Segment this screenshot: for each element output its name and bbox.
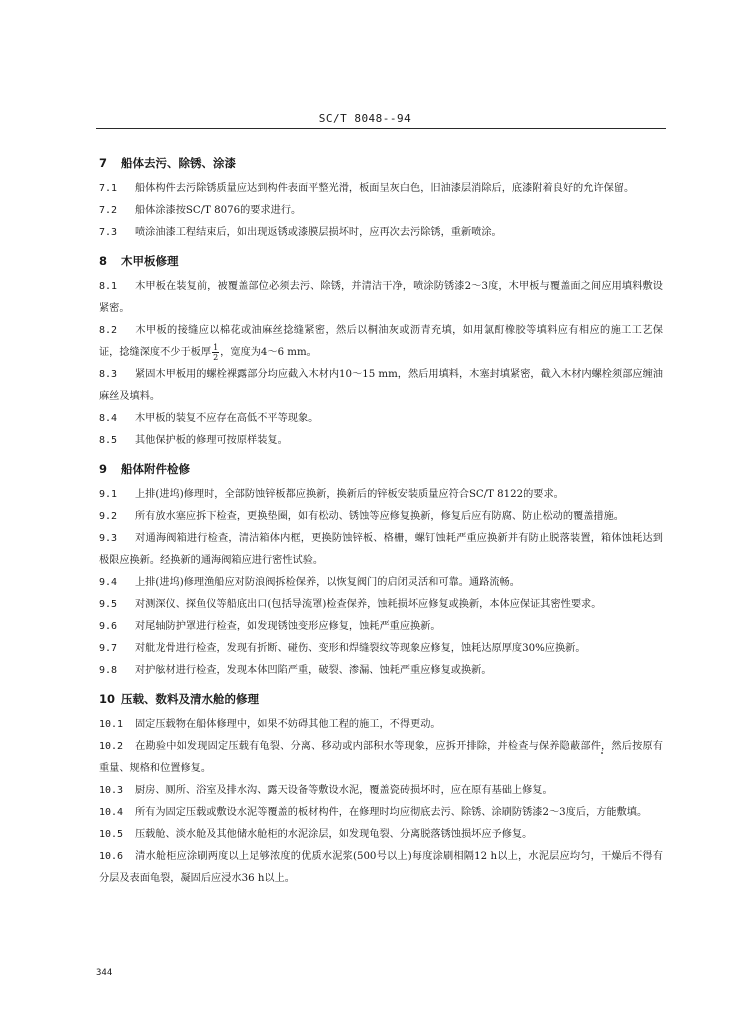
clause-text: 对尾轴防护罩进行检查，如发现锈蚀变形应修复，蚀耗严重应换新。 xyxy=(135,621,441,632)
clause-text: 在勘验中如发现固定压载有龟裂、分离、移动或内部积水等现象，应拆开排除，并检查与保养隐蔽部件，然后按原有重量、规格和位置修复。 xyxy=(99,741,663,774)
section-number: 8 xyxy=(99,254,108,268)
section-title: 木甲板修理 xyxy=(121,254,179,268)
clause-number: 10.1 xyxy=(99,719,124,730)
clause xyxy=(99,408,663,430)
clause-number: 7.3 xyxy=(99,227,118,238)
clause xyxy=(99,320,663,364)
page-number: 344 xyxy=(96,968,113,978)
clause-text: 船体涂漆按SC/T 8076的要求进行。 xyxy=(135,205,302,216)
header-rule xyxy=(96,128,666,129)
clause xyxy=(99,824,663,846)
clause-number: 9.6 xyxy=(99,621,118,632)
clause-text: 固定压载物在船体修理中，如果不妨碍其他工程的施工，不得更动。 xyxy=(135,719,441,730)
clause-number: 8.1 xyxy=(99,281,118,292)
standard-code-header: SC/T 8048--94 xyxy=(318,112,412,125)
clause xyxy=(99,484,663,506)
section-heading xyxy=(99,458,663,480)
clause-number: 9.2 xyxy=(99,511,118,522)
section-number: 9 xyxy=(99,462,108,476)
clause-text: 压载舱、淡水舱及其他储水舱柜的水泥涂层，如发现龟裂、分离脱落锈蚀损坏应予修复。 xyxy=(135,829,533,840)
clause xyxy=(99,572,663,594)
document-body xyxy=(99,152,663,890)
clause xyxy=(99,846,663,890)
clause xyxy=(99,638,663,660)
clause xyxy=(99,594,663,616)
clause-number: 9.7 xyxy=(99,643,118,654)
section-number: 10 xyxy=(99,692,116,706)
clause-text: 木甲板在装复前，被覆盖部位必须去污、除锈，并清洁干净，喷涂防锈漆2～3度，木甲板与覆盖面之间应用填料敷设紧密。 xyxy=(99,281,663,314)
clause-number: 10.6 xyxy=(99,851,124,862)
section-heading xyxy=(99,250,663,272)
clause-text: 对舭龙骨进行检查，发现有折断、碰伤、变形和焊缝裂纹等现象应修复，蚀耗达原厚度30%应换新。 xyxy=(135,643,586,654)
clause-number: 10.4 xyxy=(99,807,124,818)
clause-number: 7.2 xyxy=(99,205,118,216)
clause-number: 10.5 xyxy=(99,829,124,840)
clause-text: 对护舷材进行检查，发现本体凹陷严重，破裂、渗漏、蚀耗严重应修复或换新。 xyxy=(135,665,492,676)
fraction-numerator: 1 xyxy=(213,342,219,352)
section-heading xyxy=(99,152,663,174)
clause-text: 上排(进坞)修理时，全部防蚀锌板都应换新，换新后的锌板安装质量应符合SC/T 8122的要求。 xyxy=(135,489,564,500)
clause-number: 10.2 xyxy=(99,741,124,752)
clause xyxy=(99,528,663,572)
clause xyxy=(99,802,663,824)
fraction-denominator: 2 xyxy=(213,352,219,362)
clause-text: 所有为固定压载或敷设水泥等覆盖的板材构件，在修理时均应彻底去污、除锈、涂刷防锈漆2～3度后，方能敷填。 xyxy=(135,807,648,818)
section-number: 7 xyxy=(99,156,108,170)
section-title: 船体去污、除锈、涂漆 xyxy=(121,156,236,170)
clause xyxy=(99,430,663,452)
clause xyxy=(99,714,663,736)
clause-text: 喷涂油漆工程结束后，如出现返锈或漆膜层损坏时，应再次去污除锈，重新喷涂。 xyxy=(135,227,502,238)
clause-text: 对通海阀箱进行检查，清洁箱体内框，更换防蚀锌板、格栅，螺钉蚀耗严重应换新并有防止脱落装置，箱体蚀耗达到极限应换新。经换新的通海阀箱应进行密性试验。 xyxy=(99,533,663,566)
clause xyxy=(99,222,663,244)
fraction-one-half xyxy=(212,343,219,362)
section-title: 压载、数料及清水舱的修理 xyxy=(121,692,259,706)
clause xyxy=(99,736,663,780)
clause xyxy=(99,780,663,802)
clause xyxy=(99,660,663,682)
clause-number: 9.3 xyxy=(99,533,118,544)
clause-text: 厨房、厕所、浴室及排水沟、露天设备等敷设水泥，覆盖瓷砖损坏时，应在原有基础上修复。 xyxy=(135,785,553,796)
clause-number: 10.3 xyxy=(99,785,124,796)
clause-text: 船体构件去污除锈质量应达到构件表面平整光滑，板面呈灰白色，旧油漆层消除后，底漆附着良好的允许保留。 xyxy=(135,183,635,194)
clause xyxy=(99,506,663,528)
clause-text: 木甲板的装复不应存在高低不平等现象。 xyxy=(135,413,319,424)
clause-number: 7.1 xyxy=(99,183,118,194)
clause-text: 紧固木甲板用的螺栓裸露部分均应截入木材内10～15 mm，然后用填料，木塞封填紧密，截入木材内螺栓须部应缠油麻丝及填料。 xyxy=(99,369,663,402)
clause-number: 8.4 xyxy=(99,413,118,424)
section-title: 船体附件检修 xyxy=(121,462,190,476)
clause-text: 对测深仪、探鱼仪等船底出口(包括导流罩)检查保养，蚀耗损坏应修复或换新，本体应保证其密性要求。 xyxy=(135,599,602,610)
clause-text: 其他保护板的修理可按原样装复。 xyxy=(135,435,288,446)
clause-number: 9.8 xyxy=(99,665,118,676)
clause-number: 9.1 xyxy=(99,489,118,500)
clause-text: 木甲板的接缝应以棉花或油麻丝捻缝紧密，然后以桐油灰或沥青充填，如用氯酊橡胶等填料应有相应的施工工艺保证，捻缝深度不少于板厚 xyxy=(99,325,663,358)
clause-number: 9.4 xyxy=(99,577,118,588)
clause xyxy=(99,364,663,408)
clause xyxy=(99,276,663,320)
clause-text: 清水舱柜应涂刷两度以上足够浓度的优质水泥浆(500号以上)每度涂刷相隔12 h以上，水泥层应均匀，干燥后不得有分层及表面龟裂，凝固后应浸水36 h以上。 xyxy=(99,851,663,884)
clause xyxy=(99,178,663,200)
clause-text: 所有放水塞应拆下检查，更换垫圈，如有松动、锈蚀等应修复换新，修复后应有防腐、防止松动的覆盖措施。 xyxy=(135,511,624,522)
clause-text: 上排(进坞)修理渔船应对防浪阀拆检保养，以恢复阀门的启闭灵活和可靠。通路流畅。 xyxy=(135,577,520,588)
scan-speck xyxy=(601,752,603,754)
clause xyxy=(99,200,663,222)
clause-number: 9.5 xyxy=(99,599,118,610)
clause xyxy=(99,616,663,638)
clause-text: ，宽度为4～6 mm。 xyxy=(220,347,317,358)
section-heading xyxy=(99,688,663,710)
clause-number: 8.3 xyxy=(99,369,118,380)
clause-number: 8.5 xyxy=(99,435,118,446)
clause-number: 8.2 xyxy=(99,325,118,336)
